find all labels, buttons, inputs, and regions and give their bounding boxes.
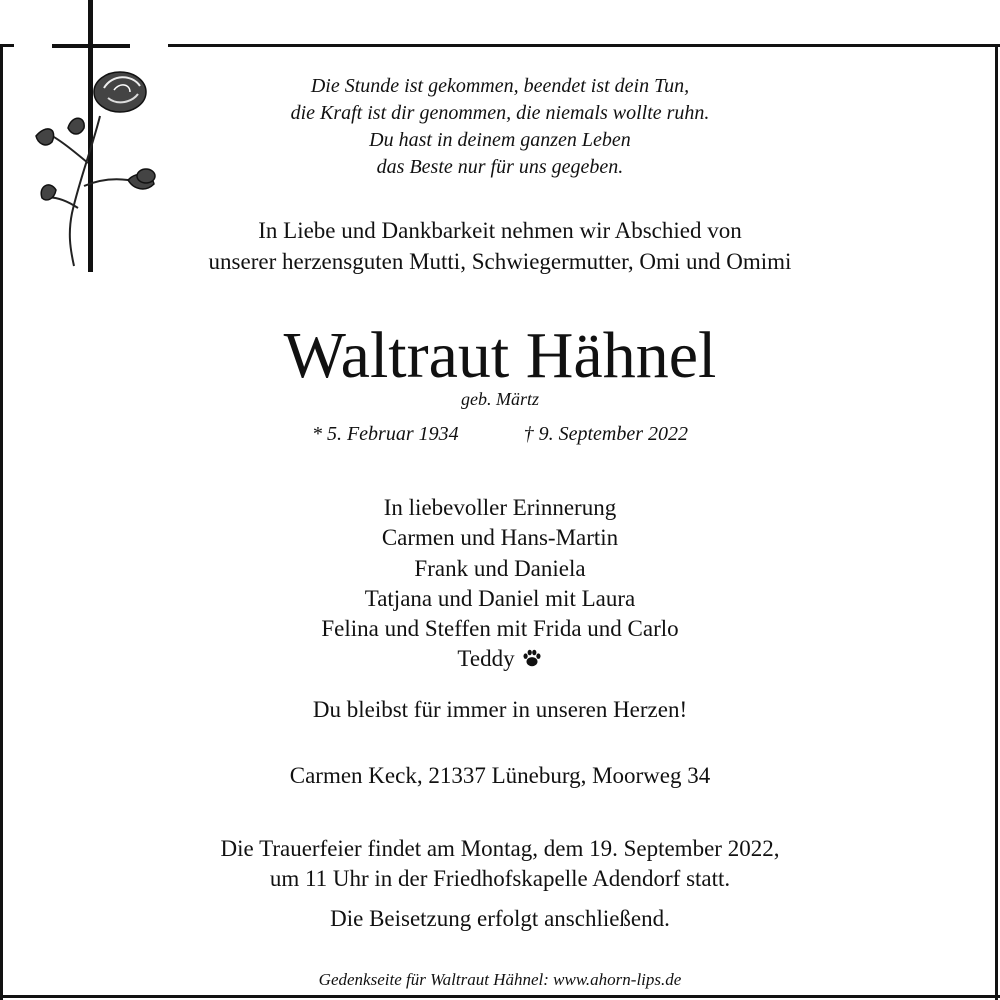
frame-bottom	[0, 995, 1000, 998]
mourner-line: Felina und Steffen mit Frida und Carlo	[321, 616, 679, 641]
ceremony-line: Die Trauerfeier findet am Montag, dem 19. September 2022,	[220, 836, 780, 861]
intro-line: unserer herzensguten Mutti, Schwiegermutter, Omi und Omimi	[208, 249, 792, 274]
poem-line: Die Stunde ist gekommen, beendet ist dein Tun,	[310, 75, 690, 97]
birth-name: geb. Märtz	[461, 389, 539, 409]
address-text: Carmen Keck, 21337 Lüneburg, Moorweg 34	[289, 763, 711, 788]
mourner-line-pet	[0, 646, 1000, 672]
farewell-text: Du bleibst für immer in unseren Herzen!	[312, 697, 688, 722]
ceremony-line: um 11 Uhr in der Friedhofskapelle Adendorf statt.	[269, 866, 731, 891]
mourner-line: Tatjana und Daniel mit Laura	[364, 586, 636, 611]
frame-top-right	[168, 44, 1000, 47]
mourner-line: Frank und Daniela	[414, 556, 586, 581]
poem-line: Du hast in deinem ganzen Leben	[369, 129, 631, 151]
poem-line: das Beste nur für uns gegeben.	[376, 156, 624, 178]
cross-icon-bar	[52, 44, 130, 48]
paw-icon	[521, 647, 543, 669]
life-dates	[0, 423, 1000, 446]
poem-line: die Kraft ist dir genommen, die niemals wollte ruhn.	[290, 102, 710, 124]
death-date: † 9. September 2022	[523, 423, 689, 445]
birth-date: * 5. Februar 1934	[311, 423, 459, 445]
deceased-name: Waltraut Hähnel	[283, 319, 717, 392]
mourner-line: In liebevoller Erinnerung	[383, 495, 617, 520]
mourner-line: Carmen und Hans-Martin	[381, 525, 619, 550]
memorial-page-link[interactable]: Gedenkseite für Waltraut Hähnel: www.ahorn-lips.de	[318, 970, 682, 989]
pet-name: Teddy	[457, 646, 515, 671]
burial-text: Die Beisetzung erfolgt anschließend.	[330, 906, 670, 931]
intro-line: In Liebe und Dankbarkeit nehmen wir Abschied von	[258, 218, 742, 243]
